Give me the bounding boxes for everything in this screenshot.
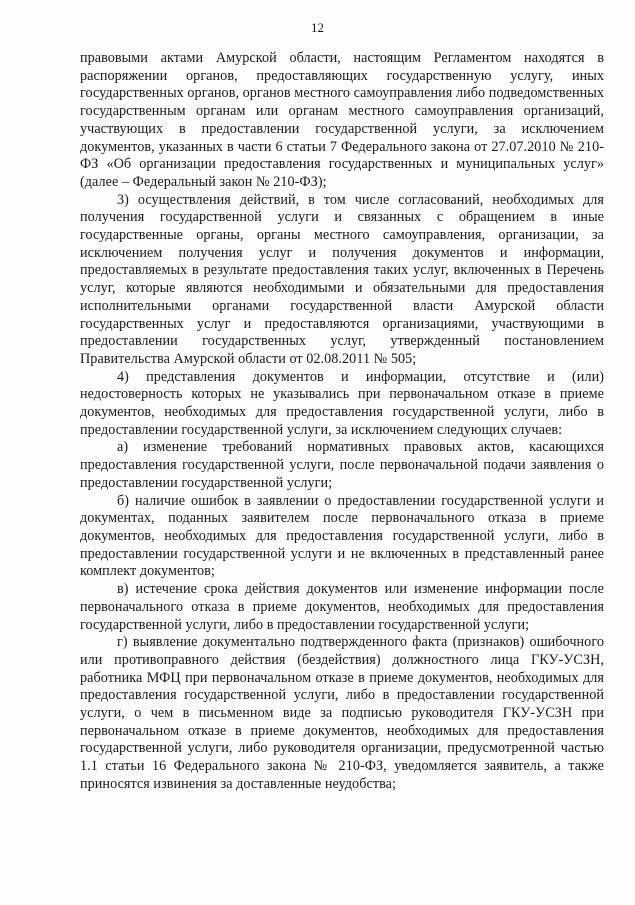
paragraph-subitem-v: в) истечение срока действия документов или изменение информации после первоначального отказа в приеме документов, необходимых для предоставления государственной услуги, либо в предоставлении государственной услуги; bbox=[80, 581, 604, 633]
paragraph-continuation: правовыми актами Амурской области, настоящим Регламентом находятся в распоряжении органов, предоставляющих государственную услугу, иных государственных органов, органов местного самоуправления либо подведомственных государственным органам или органам местного самоуправления организаций, участвующих в предоставлении государственной услуги, за исключением документов, указанных в части 6 статьи 7 Федерального закона от 27.07.2010 № 210-ФЗ «Об организации предоставления государственных и муниципальных услуг» (далее – Федеральный закон № 210-ФЗ); bbox=[80, 50, 604, 190]
paragraph-subitem-g: г) выявление документально подтвержденного факта (признаков) ошибочного или противоправного действия (бездействия) должностного лица ГКУ-УСЗН, работника МФЦ при первоначальном отказе в приеме документов, необходимых для предоставления государственной услуги, либо в предоставлении государственной услуги, о чем в письменном виде за подписью руководителя ГКУ-УСЗН при первоначальном отказе в приеме документов, необходимых для предоставления государственной услуги, либо руководителя организации, предусмотренной частью 1.1 статьи 16 Федерального закона № 210-ФЗ, уведомляется заявитель, а также приносятся извинения за доставленные неудобства; bbox=[80, 634, 604, 792]
paragraph-item-4: 4) представления документов и информации, отсутствие и (или) недостоверность которых не указывались при первоначальном отказе в приеме документов, необходимых для предоставления государственной услуги, либо в предоставлении государственной услуги, за исключением следующих случаев: bbox=[80, 368, 604, 438]
page-number: 12 bbox=[311, 20, 324, 35]
paragraph-item-3: 3) осуществления действий, в том числе согласований, необходимых для получения государственной услуги и связанных с обращением в иные государственные органы, органы местного самоуправления, организации, за исключением получения услуг и получения документов и информации, предоставляемых в результате предоставления таких услуг, включенных в Перечень услуг, которые являются необходимыми и обязательными для предоставления исполнительными органами государственной власти Амурской области государственных услуг и предоставляются организациями, участвующими в предоставлении государственных услуг, утвержденный постановлением Правительства Амурской области от 02.08.2011 № 505; bbox=[80, 191, 604, 367]
paragraph-subitem-a: а) изменение требований нормативных правовых актов, касающихся предоставления государственной услуги, после первоначальной подачи заявления о предоставлении государственной услуги; bbox=[80, 439, 604, 491]
paragraph-subitem-b: б) наличие ошибок в заявлении о предоставлении государственной услуги и документах, поданных заявителем после первоначального отказа в приеме документов, необходимых для предоставления государственной услуги, либо в предоставлении государственной услуги и не включенных в представленный ранее комплект документов; bbox=[80, 492, 604, 580]
document-body bbox=[80, 50, 604, 794]
